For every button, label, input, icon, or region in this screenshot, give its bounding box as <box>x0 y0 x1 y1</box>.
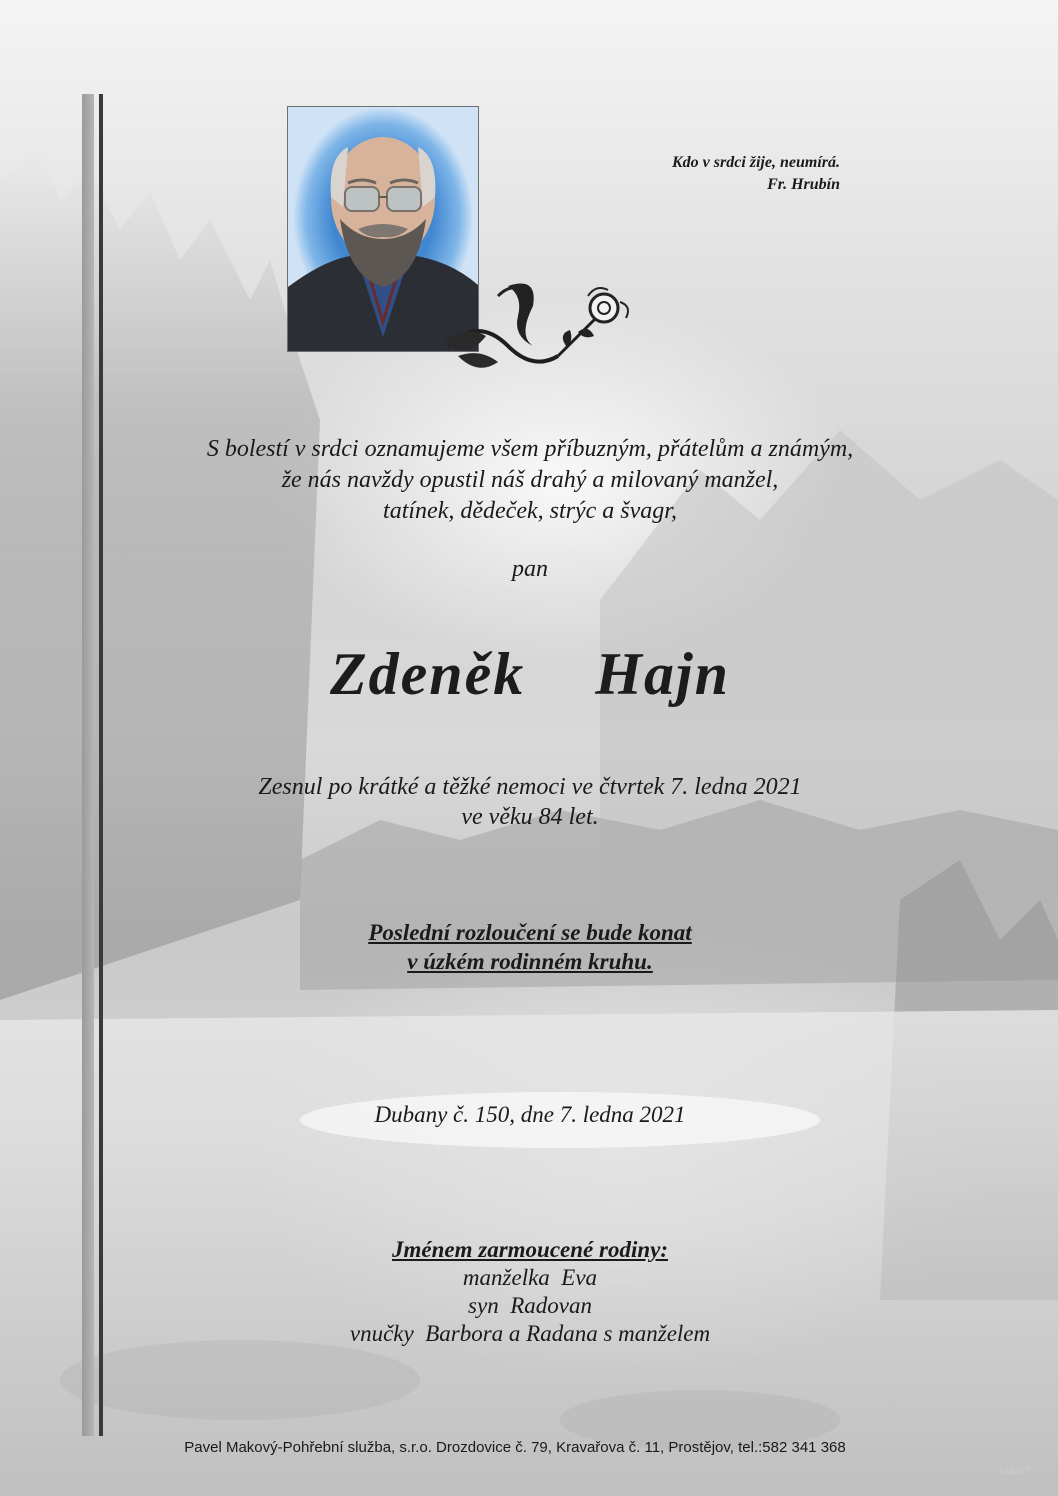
stamp-mark: ©MEST <box>998 1466 1030 1476</box>
intro-line: tatínek, dědeček, strýc a švagr, <box>383 498 677 524</box>
farewell-notice <box>150 918 910 976</box>
family-member: manželka Eva <box>462 1265 598 1290</box>
vertical-bar-dark <box>99 94 103 1436</box>
deceased-name: Zdeněk Hajn <box>330 641 730 707</box>
quote <box>560 152 840 196</box>
farewell-line: v úzkém rodinném kruhu. <box>407 949 653 974</box>
funeral-service-footer: Pavel Makový-Pohřební služba, s.r.o. Drozdovice č. 79, Kravařova č. 11, Prostějov, tel.:582 341 368 <box>184 1439 846 1456</box>
quote-author: Fr. Hrubín <box>767 176 840 193</box>
announcement-intro <box>150 434 910 527</box>
death-notice-line: Zesnul po krátké a těžké nemoci ve čtvrtek 7. ledna 2021 <box>258 774 802 800</box>
quote-text: Kdo v srdci žije, neumírá. <box>671 154 840 171</box>
intro-line: že nás navždy opustil náš drahý a milovaný manžel, <box>281 467 779 493</box>
death-notice <box>150 772 910 832</box>
place-date: Dubany č. 150, dne 7. ledna 2021 <box>374 1102 686 1127</box>
family-member: vnučky Barbora a Radana s manželem <box>349 1321 711 1346</box>
family-member: syn Radovan <box>468 1293 592 1318</box>
vertical-bar-light <box>82 94 94 1436</box>
intro-line: S bolestí v srdci oznamujeme všem příbuzným, přátelům a známým, <box>206 436 854 462</box>
title-word: pan <box>512 556 548 582</box>
family-heading: Jménem zarmoucené rodiny: <box>392 1237 668 1262</box>
rose-branch-icon <box>438 276 638 386</box>
death-notice-line: ve věku 84 let. <box>461 804 599 830</box>
farewell-line: Poslední rozloučení se bude konat <box>368 920 692 945</box>
family-signature <box>150 1236 910 1348</box>
